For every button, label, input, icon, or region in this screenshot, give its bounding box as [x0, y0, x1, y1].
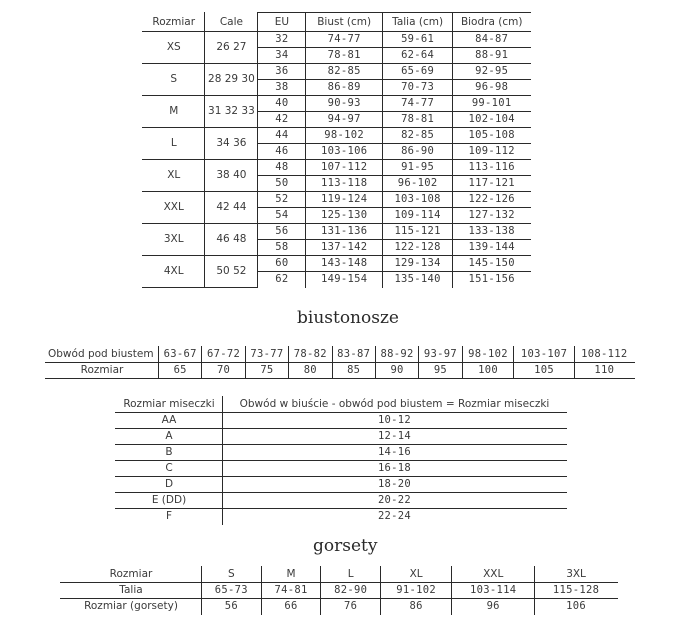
cale-value: 28 29 30 — [205, 64, 258, 96]
corset-row-label: Talia — [61, 583, 202, 599]
cup-row — [116, 413, 567, 429]
bra-size-cell: 90 — [375, 363, 418, 379]
size-row — [143, 96, 531, 112]
size-row — [143, 256, 531, 272]
size-row — [143, 128, 531, 144]
eu-value: 42 — [258, 112, 306, 128]
eu-value: 34 — [258, 48, 306, 64]
eu-value: 48 — [258, 160, 306, 176]
cup-header-size: Rozmiar miseczki — [116, 397, 223, 413]
bra-size-cell: 65 — [159, 363, 202, 379]
corset-section-title: gorsety — [313, 536, 378, 556]
corset-cell: 74-81 — [261, 583, 321, 599]
eu-value: 62 — [258, 272, 306, 288]
cup-row — [116, 493, 567, 509]
size-row — [143, 160, 531, 176]
waist-value: 74-77 — [382, 96, 453, 112]
corset-row-label: Rozmiar (gorsety) — [61, 599, 202, 615]
header-eu: EU — [258, 13, 306, 32]
bra-underbust-cell: 78-82 — [289, 347, 332, 363]
waist-value: 78-81 — [382, 112, 453, 128]
size-chart-header-row — [143, 13, 531, 32]
corset-row-label: Rozmiar — [61, 567, 202, 583]
bra-underbust-cell: 67-72 — [202, 347, 245, 363]
hips-value: 151-156 — [453, 272, 531, 288]
bra-underbust-cell: 103-107 — [514, 347, 574, 363]
corset-cell: L — [321, 567, 381, 583]
eu-value: 60 — [258, 256, 306, 272]
cup-header-row — [116, 397, 567, 413]
eu-value: 58 — [258, 240, 306, 256]
size-row — [143, 32, 531, 48]
hips-value: 139-144 — [453, 240, 531, 256]
bust-value: 113-118 — [306, 176, 382, 192]
cup-range: 12-14 — [223, 429, 567, 445]
bust-value: 90-93 — [306, 96, 382, 112]
hips-value: 105-108 — [453, 128, 531, 144]
eu-value: 36 — [258, 64, 306, 80]
size-label: XS — [143, 32, 205, 64]
size-row — [143, 192, 531, 208]
waist-value: 115-121 — [382, 224, 453, 240]
bust-value: 86-89 — [306, 80, 382, 96]
eu-value: 50 — [258, 176, 306, 192]
waist-value: 129-134 — [382, 256, 453, 272]
corset-cell: 103-114 — [452, 583, 535, 599]
hips-value: 92-95 — [453, 64, 531, 80]
bra-underbust-label: Obwód pod biustem — [46, 347, 159, 363]
header-rozmiar: Rozmiar — [143, 13, 205, 32]
hips-value: 133-138 — [453, 224, 531, 240]
hips-value: 117-121 — [453, 176, 531, 192]
corset-cell: 3XL — [535, 567, 618, 583]
waist-value: 109-114 — [382, 208, 453, 224]
waist-value: 70-73 — [382, 80, 453, 96]
corset-cell: 66 — [261, 599, 321, 615]
eu-value: 44 — [258, 128, 306, 144]
cup-size: E (DD) — [116, 493, 223, 509]
cup-size: F — [116, 509, 223, 525]
cup-row — [116, 509, 567, 525]
corset-cell: 82-90 — [321, 583, 381, 599]
bra-size-cell: 85 — [332, 363, 375, 379]
bra-underbust-cell: 93-97 — [419, 347, 462, 363]
cup-range: 18-20 — [223, 477, 567, 493]
corset-cell: 76 — [321, 599, 381, 615]
hips-value: 122-126 — [453, 192, 531, 208]
eu-value: 40 — [258, 96, 306, 112]
header-biust: Biust (cm) — [306, 13, 382, 32]
bra-section-title: biustonosze — [297, 308, 399, 328]
bra-underbust-cell: 73-77 — [245, 347, 288, 363]
bust-value: 107-112 — [306, 160, 382, 176]
bra-underbust-cell: 88-92 — [375, 347, 418, 363]
cup-size: C — [116, 461, 223, 477]
cup-size: A — [116, 429, 223, 445]
cale-value: 38 40 — [205, 160, 258, 192]
corset-cell: 115-128 — [535, 583, 618, 599]
cale-value: 46 48 — [205, 224, 258, 256]
cup-range: 22-24 — [377, 510, 412, 522]
waist-value: 86-90 — [382, 144, 453, 160]
cup-range: 20-22 — [223, 493, 567, 509]
size-label: M — [143, 96, 205, 128]
hips-value: 84-87 — [453, 32, 531, 48]
eu-value: 32 — [258, 32, 306, 48]
bust-value: 131-136 — [306, 224, 382, 240]
waist-value: 62-64 — [382, 48, 453, 64]
corset-cell: S — [202, 567, 262, 583]
header-cale: Cale — [205, 13, 258, 32]
hips-value: 109-112 — [453, 144, 531, 160]
hips-value: 96-98 — [453, 80, 531, 96]
waist-value: 96-102 — [382, 176, 453, 192]
waist-value: 91-95 — [382, 160, 453, 176]
eu-value: 46 — [258, 144, 306, 160]
corset-cell: 106 — [535, 599, 618, 615]
cale-value: 26 27 — [205, 32, 258, 64]
header-biodra: Biodra (cm) — [453, 13, 531, 32]
cup-range: 10-12 — [223, 413, 567, 429]
bust-value: 98-102 — [306, 128, 382, 144]
size-label: 3XL — [143, 224, 205, 256]
corset-cell: 65-73 — [202, 583, 262, 599]
corset-cell: 96 — [452, 599, 535, 615]
corset-row — [61, 567, 618, 583]
corset-row — [61, 583, 618, 599]
bra-size-cell: 80 — [289, 363, 332, 379]
header-talia: Talia (cm) — [382, 13, 453, 32]
size-label: 4XL — [143, 256, 205, 288]
corset-cell: XL — [381, 567, 452, 583]
eu-value: 54 — [258, 208, 306, 224]
hips-value: 99-101 — [453, 96, 531, 112]
cup-table-body — [116, 413, 567, 525]
cup-row — [116, 429, 567, 445]
cup-row — [116, 445, 567, 461]
bust-value: 74-77 — [306, 32, 382, 48]
size-row — [143, 64, 531, 80]
hips-value: 102-104 — [453, 112, 531, 128]
corset-row — [61, 599, 618, 615]
bra-size-label: Rozmiar — [46, 363, 159, 379]
size-chart-table — [142, 12, 531, 288]
corset-table — [60, 566, 618, 615]
bra-size-cell: 110 — [574, 363, 634, 379]
cup-size: D — [116, 477, 223, 493]
bra-size-table — [45, 346, 635, 379]
waist-value: 122-128 — [382, 240, 453, 256]
waist-value: 59-61 — [382, 32, 453, 48]
bust-value: 149-154 — [306, 272, 382, 288]
cup-size: AA — [116, 413, 223, 429]
cale-value: 50 52 — [205, 256, 258, 288]
bust-value: 137-142 — [306, 240, 382, 256]
bust-value: 82-85 — [306, 64, 382, 80]
bra-size-cell: 105 — [514, 363, 574, 379]
hips-value: 88-91 — [453, 48, 531, 64]
corset-cell: 91-102 — [381, 583, 452, 599]
bra-underbust-row — [46, 347, 635, 363]
size-label: XL — [143, 160, 205, 192]
waist-value: 82-85 — [382, 128, 453, 144]
waist-value: 135-140 — [382, 272, 453, 288]
cup-size-table — [115, 396, 567, 525]
eu-value: 38 — [258, 80, 306, 96]
bra-size-row — [46, 363, 635, 379]
corset-cell: 86 — [381, 599, 452, 615]
bust-value: 103-106 — [306, 144, 382, 160]
bra-size-cell: 70 — [202, 363, 245, 379]
size-label: XXL — [143, 192, 205, 224]
cup-range: 16-18 — [223, 461, 567, 477]
corset-cell: XXL — [452, 567, 535, 583]
eu-value: 52 — [258, 192, 306, 208]
size-row — [143, 224, 531, 240]
cup-row — [116, 461, 567, 477]
size-label: L — [143, 128, 205, 160]
bra-underbust-cell: 98-102 — [462, 347, 514, 363]
cale-value: 34 36 — [205, 128, 258, 160]
cup-header-formula: Obwód w biuście - obwód pod biustem = Rozmiar miseczki — [223, 397, 567, 413]
cup-row — [116, 477, 567, 493]
bust-value: 78-81 — [306, 48, 382, 64]
cale-value: 31 32 33 — [205, 96, 258, 128]
hips-value: 145-150 — [453, 256, 531, 272]
size-label: S — [143, 64, 205, 96]
bust-value: 119-124 — [306, 192, 382, 208]
hips-value: 127-132 — [453, 208, 531, 224]
cup-size: B — [116, 445, 223, 461]
waist-value: 65-69 — [382, 64, 453, 80]
bra-size-cell: 95 — [419, 363, 462, 379]
bra-size-cell: 100 — [462, 363, 514, 379]
bust-value: 143-148 — [306, 256, 382, 272]
corset-cell: 56 — [202, 599, 262, 615]
bra-underbust-cell: 108-112 — [574, 347, 634, 363]
cup-range: 14-16 — [223, 445, 567, 461]
waist-value: 103-108 — [382, 192, 453, 208]
size-chart-body — [143, 32, 531, 288]
bra-size-cell: 75 — [245, 363, 288, 379]
hips-value: 113-116 — [453, 160, 531, 176]
corset-table-body — [61, 567, 618, 615]
bust-value: 125-130 — [306, 208, 382, 224]
bra-underbust-cell: 63-67 — [159, 347, 202, 363]
bra-underbust-cell: 83-87 — [332, 347, 375, 363]
cale-value: 42 44 — [205, 192, 258, 224]
bust-value: 94-97 — [306, 112, 382, 128]
corset-cell: M — [261, 567, 321, 583]
eu-value: 56 — [258, 224, 306, 240]
